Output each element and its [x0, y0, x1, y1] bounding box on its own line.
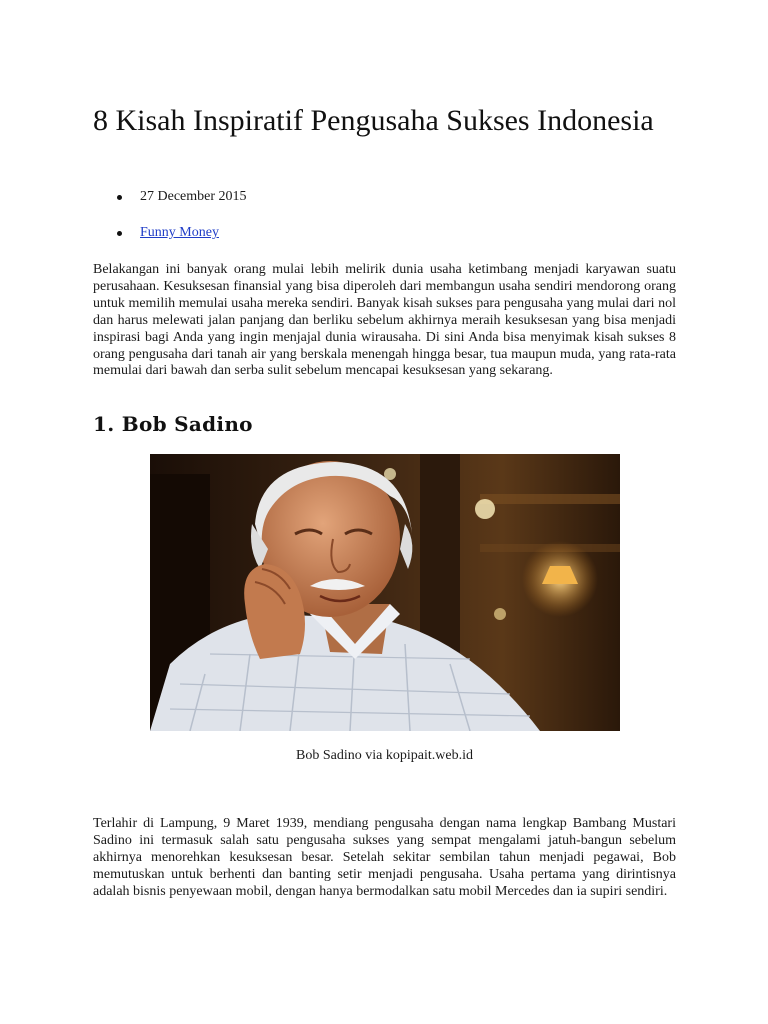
bob-sadino-photo — [150, 454, 620, 731]
meta-date-item — [93, 186, 247, 208]
article-title: 8 Kisah Inspiratif Pengusaha Sukses Indonesia — [93, 104, 654, 137]
intro-paragraph: Belakangan ini banyak orang mulai lebih melirik dunia usaha ketimbang menjadi karyawan suatu perusahaan. Kesuksesan finansial yang bisa diperoleh dari membangun usaha sendiri mendorong orang untuk memilih memulai usaha mereka sendiri. Banyak kisah sukses para pengusaha yang mulai dari nol dan harus melewati jalan panjang dan berliku sebelum akhirnya meraih kesuksesan yang bisa menjadi inspirasi bagi Anda yang ingin menjajal dunia wirausaha. Di sini Anda bisa menyimak kisah sukses 8 orang pengusaha dari tanah air yang berskala menengah hingga besar, tua maupun muda, yang rata-rata memulai dari bawah dan serba sulit sebelum mencapai kesuksesan yang sekarang. — [93, 262, 676, 379]
category-link[interactable]: Funny Money — [140, 225, 219, 240]
bullet-icon — [117, 195, 122, 200]
article-meta-list — [93, 186, 247, 244]
publish-date: 27 December 2015 — [140, 189, 247, 204]
photo-caption: Bob Sadino via kopipait.web.id — [296, 748, 473, 763]
meta-category-item[interactable] — [93, 222, 247, 244]
section-heading-bob-sadino: 1. Bob Sadino — [93, 412, 253, 436]
bullet-icon — [117, 231, 122, 236]
bob-sadino-paragraph: Terlahir di Lampung, 9 Maret 1939, mendiang pengusaha dengan nama lengkap Bambang Mustari Sadino ini termasuk salah satu pengusaha sukses yang sempat mengalami jatuh-bangun sebelum akhirnya menorehkan kesuksesan besar. Setelah sekitar sembilan tahun menjadi pegawai, Bob memutuskan untuk berhenti dan banting setir menjadi pengusaha. Usaha pertama yang dirintisnya adalah bisnis penyewaan mobil, dengan hanya bermodalkan satu mobil Mercedes dan ia supiri sendiri. — [93, 816, 676, 899]
